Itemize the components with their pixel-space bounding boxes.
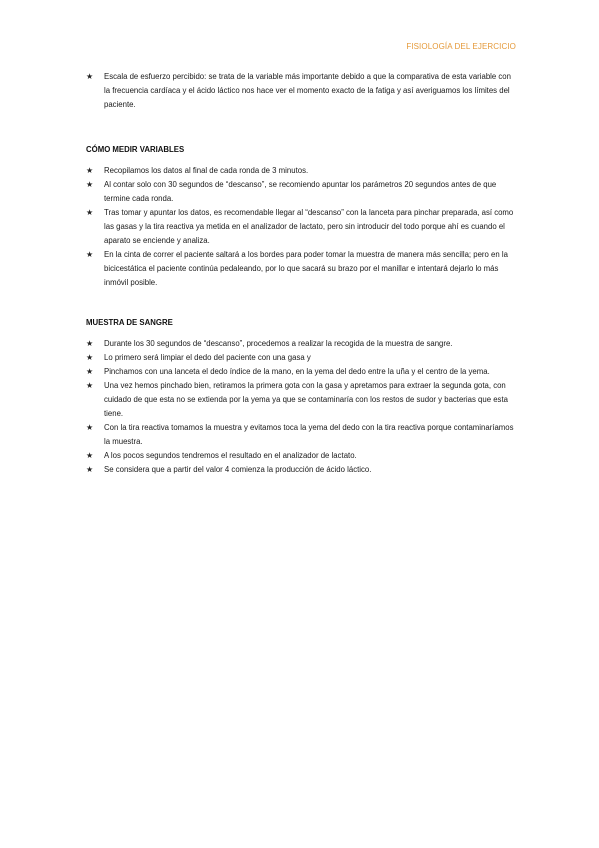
measure-list [86, 164, 516, 290]
list-item [86, 164, 516, 178]
list-item-text: A los pocos segundos tendremos el resultado en el analizador de lactato. [104, 451, 357, 460]
star-bullet-icon: ★ [86, 166, 94, 175]
list-item [86, 365, 516, 379]
list-item [86, 379, 516, 421]
spacer [86, 330, 516, 337]
list-item-text: En la cinta de correr el paciente saltará a los bordes para poder tomar la muestra de manera más sencilla; pero en la bicicestática el paciente continúa pedaleando, por lo que sacará su brazo por el manillar e intentará dejarlo lo más inmóvil posible. [104, 250, 508, 287]
list-item-text: Lo primero será limpiar el dedo del paciente con una gasa y [104, 353, 311, 362]
list-item [86, 463, 516, 477]
list-item [86, 449, 516, 463]
blood-list [86, 337, 516, 477]
section-title-blood: MUESTRA DE SANGRE [86, 318, 173, 327]
spacer [86, 157, 516, 164]
star-bullet-icon: ★ [86, 250, 94, 259]
list-item [86, 206, 516, 248]
star-bullet-icon: ★ [86, 381, 94, 390]
document-content [86, 70, 516, 477]
star-bullet-icon: ★ [86, 339, 94, 348]
star-bullet-icon: ★ [86, 180, 94, 189]
running-header: FISIOLOGÍA DEL EJERCICIO [406, 42, 516, 51]
list-item [86, 337, 516, 351]
star-bullet-icon: ★ [86, 353, 94, 362]
star-bullet-icon: ★ [86, 465, 94, 474]
list-item-text: Se considera que a partir del valor 4 comienza la producción de ácido láctico. [104, 465, 372, 474]
list-item-text: Al contar solo con 30 segundos de “descanso”, se recomiendo apuntar los parámetros 20 segundos antes de que termine cada ronda. [104, 180, 497, 203]
spacer [86, 112, 516, 143]
star-bullet-icon: ★ [86, 367, 94, 376]
intro-list [86, 70, 516, 112]
list-item-text: Una vez hemos pinchado bien, retiramos la primera gota con la gasa y apretamos para extraer la segunda gota, con cuidado de que esta no se extienda por la yema ya que se contaminaría con los restos de sudor y bacterias que esta tiene. [104, 381, 508, 418]
list-item [86, 178, 516, 206]
list-item-text: Recopilamos los datos al final de cada ronda de 3 minutos. [104, 166, 309, 175]
spacer [86, 290, 516, 316]
list-item-text: Durante los 30 segundos de “descanso”, procedemos a realizar la recogida de la muestra de sangre. [104, 339, 453, 348]
list-item-text: Tras tomar y apuntar los datos, es recomendable llegar al “descanso” con la lanceta para pinchar preparada, así como las gasas y la tira reactiva ya metida en el analizador de lactato, pero sin introducir del todo porque ahí es cuando el aparato se enciende y analiza. [104, 208, 514, 245]
list-item [86, 351, 516, 365]
star-bullet-icon: ★ [86, 72, 94, 81]
list-item-text: Escala de esfuerzo percibido: se trata de la variable más importante debido a que la comparativa de esta variable con la frecuencia cardíaca y el ácido láctico nos hace ver el momento exacto de la fatiga y así averiguamos los límites del paciente. [104, 72, 511, 109]
list-item [86, 248, 516, 290]
list-item-text: Pinchamos con una lanceta el dedo índice de la mano, en la yema del dedo entre la uña y el centro de la yema. [104, 367, 490, 376]
star-bullet-icon: ★ [86, 451, 94, 460]
star-bullet-icon: ★ [86, 208, 94, 217]
star-bullet-icon: ★ [86, 423, 94, 432]
list-item-text: Con la tira reactiva tomamos la muestra y evitamos toca la yema del dedo con la tira reactiva porque contaminaríamos la muestra. [104, 423, 514, 446]
section-title-measure: CÓMO MEDIR VARIABLES [86, 145, 185, 154]
list-item [86, 421, 516, 449]
list-item [86, 70, 516, 112]
